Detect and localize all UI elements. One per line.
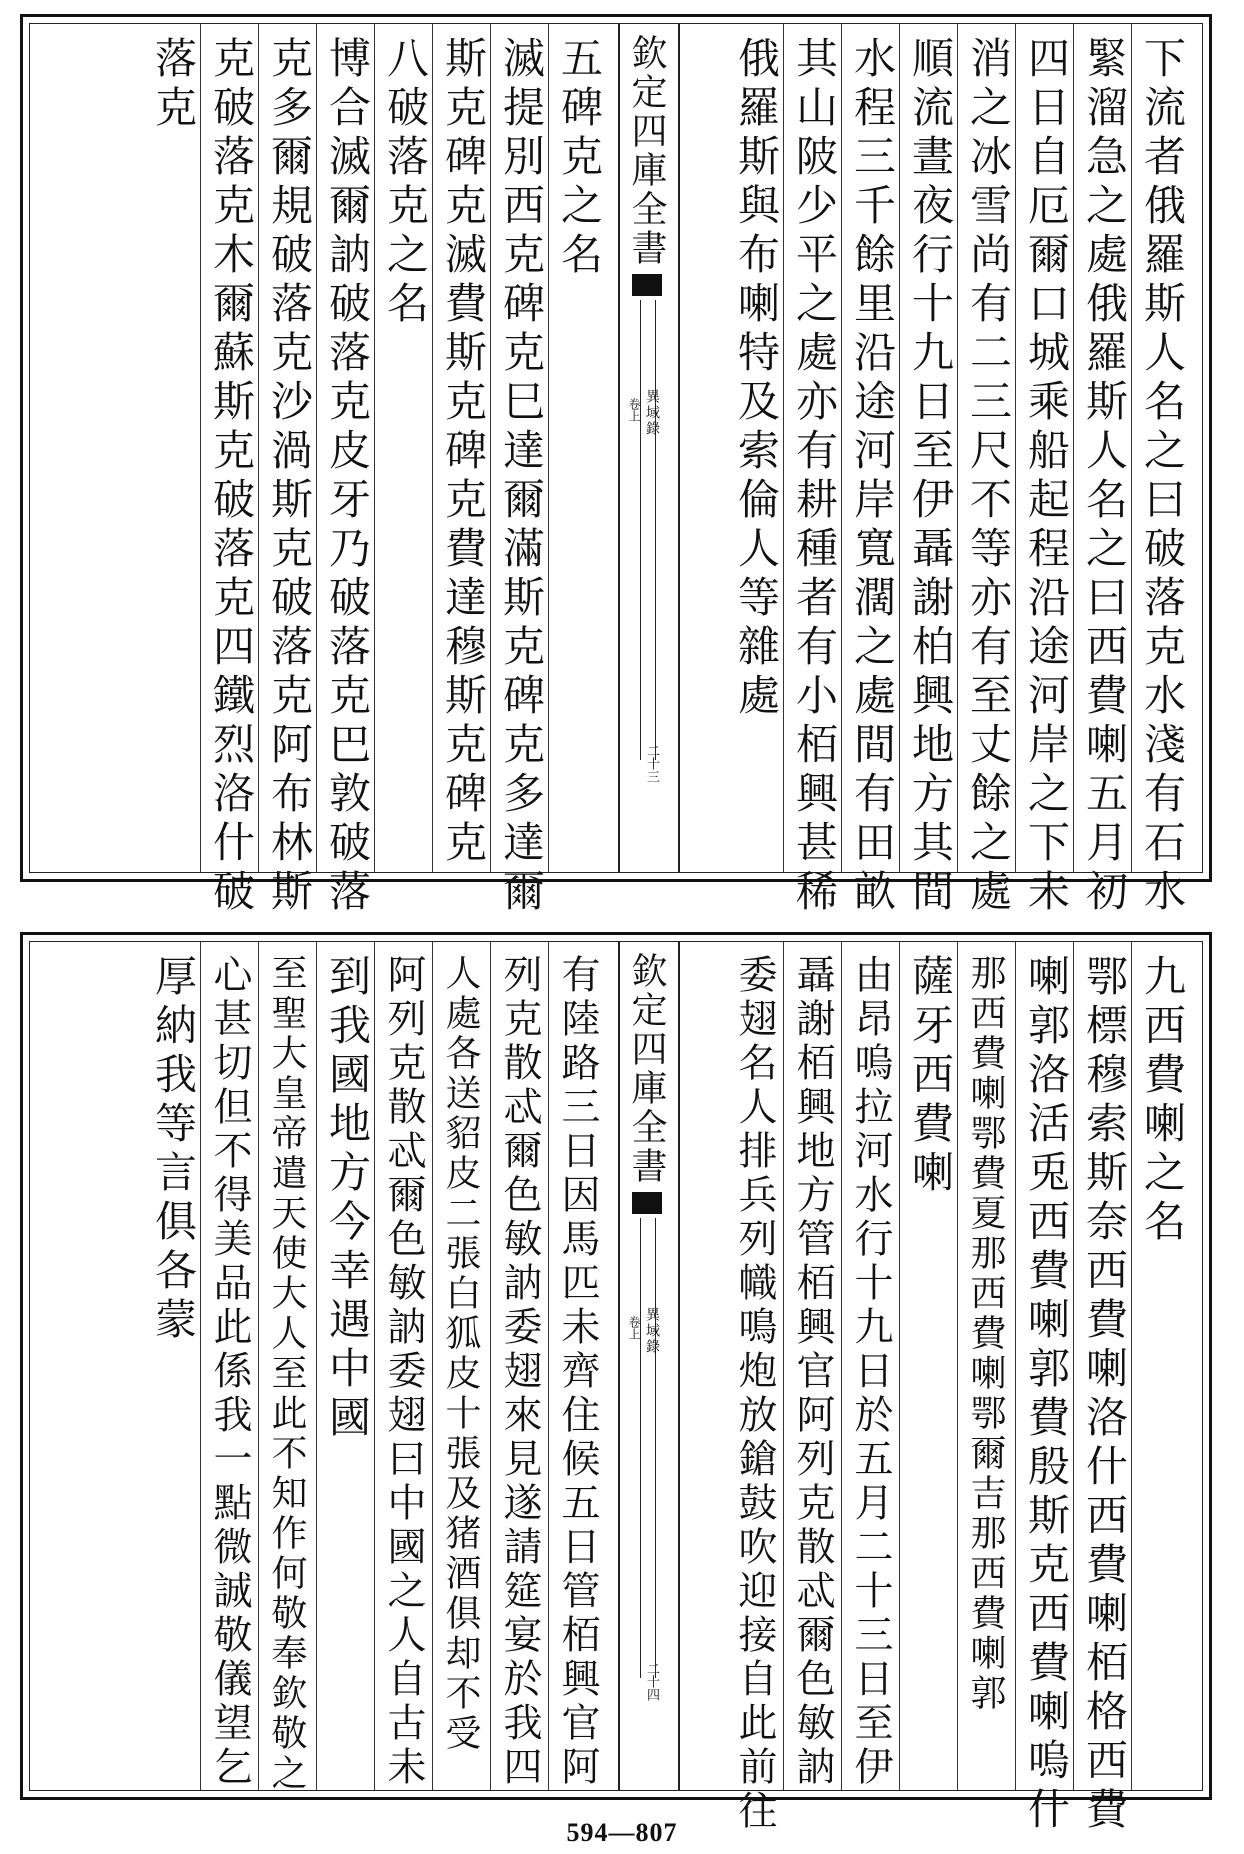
column-rule bbox=[957, 24, 958, 872]
text-column: 至聖大皇帝遣天使大人至此不知作何敬奉欽敬之 bbox=[266, 954, 307, 1794]
text-column: 博合滅爾訥破落克皮牙乃破落克巴敦破落 bbox=[323, 36, 372, 918]
text-column: 下流者俄羅斯人名之曰破落克水淺有石水 bbox=[1138, 36, 1187, 918]
column-rule bbox=[783, 24, 784, 872]
column-rule bbox=[1073, 942, 1074, 1790]
text-column: 由昂嗚拉河水行十九日於五月二十三日至伊 bbox=[848, 954, 893, 1790]
text-column: 九西費喇之名 bbox=[1138, 954, 1187, 1248]
center-fold bbox=[618, 24, 680, 872]
column-rule bbox=[548, 24, 549, 872]
text-column: 那西費喇鄂費夏那西費喇鄂爾吉那西費喇郭 bbox=[965, 954, 1006, 1714]
text-column: 四日自厄爾口城乘船起程沿途河岸之下未 bbox=[1022, 36, 1071, 918]
column-rule bbox=[548, 942, 549, 1790]
text-column: 阿列克散忒爾色敏訥委翅曰中國之人自古未 bbox=[381, 954, 426, 1790]
text-column: 克多爾規破落克沙渦斯克破落克阿布林斯 bbox=[265, 36, 314, 918]
text-column: 列克散忒爾色敏訥委翅來見遂請筵宴於我四 bbox=[497, 954, 542, 1790]
text-column: 人處各送貂皮二張白狐皮十張及猪酒俱却不受 bbox=[440, 954, 481, 1754]
column-rule bbox=[841, 942, 842, 1790]
fold-lines bbox=[640, 300, 656, 760]
page-number: 二十四 bbox=[644, 1662, 659, 1701]
column-rule bbox=[783, 942, 784, 1790]
text-column: 落克 bbox=[149, 36, 198, 134]
text-column: 五碑克之名 bbox=[555, 36, 604, 281]
column-rule bbox=[899, 24, 900, 872]
text-column: 心甚切但不得美品此係我一點微誠敬儀望乞 bbox=[207, 954, 252, 1790]
collection-title: 欽定四庫全書 bbox=[626, 952, 667, 1186]
column-rule bbox=[841, 24, 842, 872]
column-rule bbox=[200, 942, 201, 1790]
text-column: 順流晝夜行十九日至伊聶謝柏興地方其間 bbox=[906, 36, 955, 918]
top-page bbox=[20, 14, 1212, 918]
text-column: 俄羅斯與布喇特及索倫人等雜處 bbox=[732, 36, 781, 722]
column-rule bbox=[899, 942, 900, 1790]
center-fold bbox=[618, 942, 680, 1790]
column-rule bbox=[200, 24, 201, 872]
text-column: 其山陂少平之處亦有耕種者有小栢興甚稀 bbox=[790, 36, 839, 918]
text-column: 喇郭洛活兎西費喇郭費殷斯克西費喇嗚什 bbox=[1022, 954, 1071, 1836]
column-rule bbox=[1073, 24, 1074, 872]
column-rule bbox=[1015, 24, 1016, 872]
column-rule bbox=[432, 942, 433, 1790]
page-number: 二十三 bbox=[644, 744, 659, 783]
top-page-frame bbox=[29, 23, 1203, 918]
text-column: 水程三千餘里沿途河岸寬濶之處間有田畝 bbox=[848, 36, 897, 918]
text-column: 到我國地方今幸遇中國 bbox=[323, 954, 372, 1444]
text-column: 有陸路三日因馬匹未齊住候五日管栢興官阿 bbox=[555, 954, 600, 1790]
column-rule bbox=[1015, 942, 1016, 1790]
text-column: 緊溜急之處俄羅斯人名之曰西費喇五月初 bbox=[1080, 36, 1129, 918]
column-rule bbox=[316, 24, 317, 872]
column-rule bbox=[374, 24, 375, 872]
column-rule bbox=[957, 942, 958, 1790]
book-title: 異域錄 bbox=[644, 1307, 660, 1355]
text-column: 鄂標穆索斯奈西費喇洛什西費喇栢格西費 bbox=[1080, 954, 1129, 1836]
page-footer-number: 594—807 bbox=[566, 1818, 678, 1847]
fish-tail-mark bbox=[632, 274, 662, 296]
column-rule bbox=[490, 24, 491, 872]
text-column: 薩牙西費喇 bbox=[906, 954, 955, 1199]
text-column: 厚納我等言俱各蒙 bbox=[149, 954, 198, 1346]
column-rule bbox=[1131, 24, 1132, 872]
fish-tail-mark bbox=[632, 1192, 662, 1214]
text-column: 消之冰雪尚有二三尺不等亦有至丈餘之處 bbox=[964, 36, 1013, 918]
column-rule bbox=[490, 942, 491, 1790]
column-rule bbox=[316, 942, 317, 1790]
column-rule bbox=[1131, 942, 1132, 1790]
book-title: 異域錄 bbox=[644, 389, 660, 437]
text-column: 斯克碑克滅費斯克碑克費達穆斯克碑克 bbox=[439, 36, 488, 869]
text-column: 滅提別西克碑克巳達爾滿斯克碑克多達爾 bbox=[497, 36, 546, 918]
volume-label: 卷上 bbox=[627, 1316, 641, 1340]
column-rule bbox=[258, 942, 259, 1790]
text-column: 委翅名人排兵列幟鳴炮放鎗鼓吹迎接自此前往 bbox=[732, 954, 777, 1834]
column-rule bbox=[374, 942, 375, 1790]
text-column: 克破落克木爾蘇斯克破落克四鐵烈洛什破 bbox=[207, 36, 256, 918]
column-rule bbox=[432, 24, 433, 872]
collection-title: 欽定四庫全書 bbox=[626, 34, 667, 268]
fold-lines bbox=[640, 1218, 656, 1678]
column-rule bbox=[258, 24, 259, 872]
text-column: 聶謝栢興地方管栢興官阿列克散忒爾色敏訥 bbox=[790, 954, 835, 1790]
volume-label: 卷上 bbox=[627, 398, 641, 422]
text-column: 八破落克之名 bbox=[381, 36, 430, 330]
